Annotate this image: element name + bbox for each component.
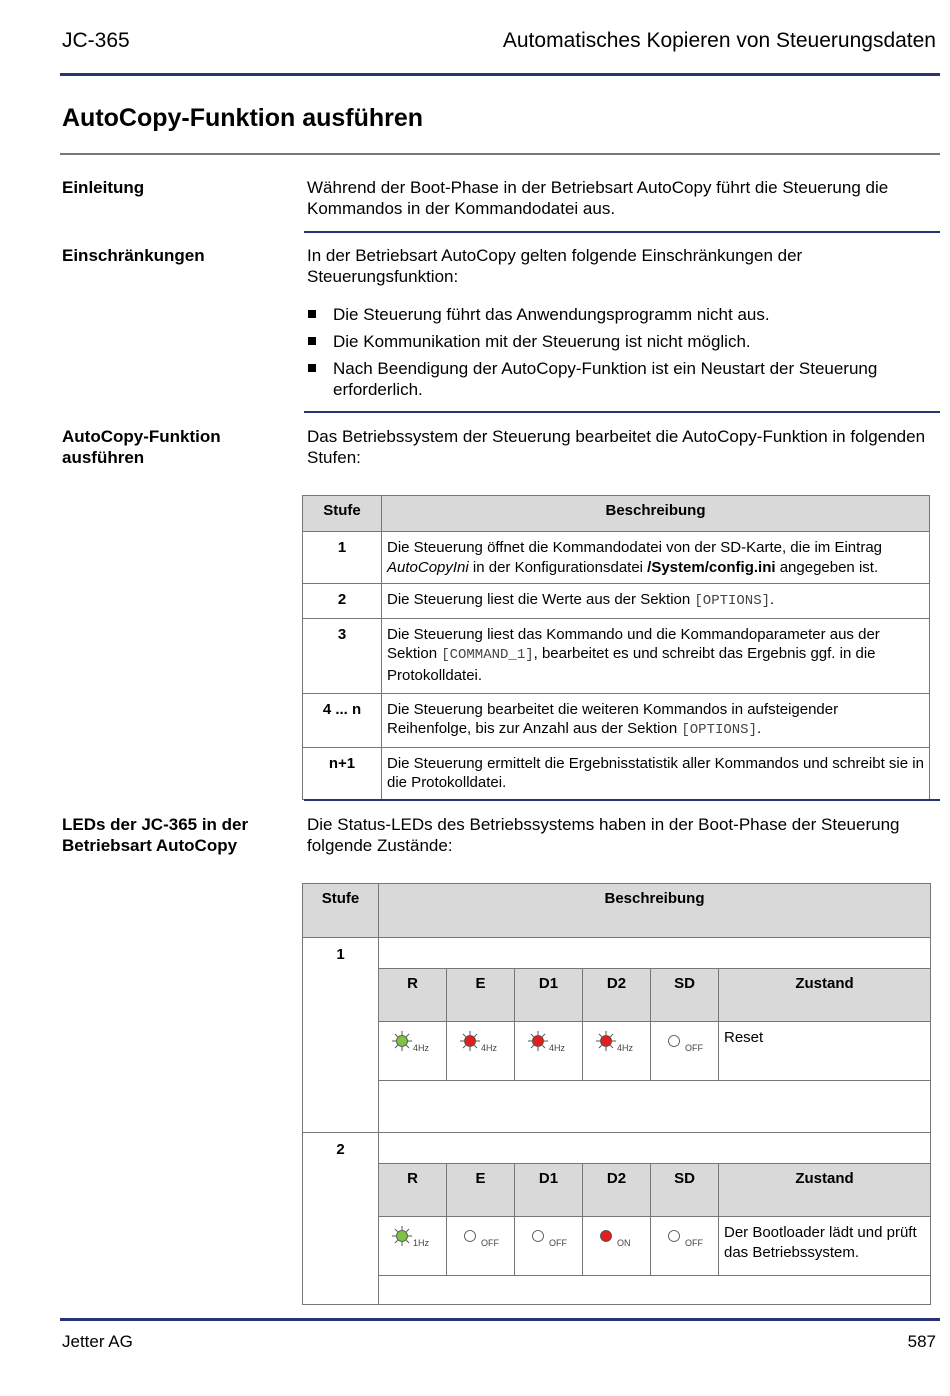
led-state-label: OFF: [481, 1238, 499, 1248]
bullet-square-icon: [308, 364, 316, 372]
sub-col-sd: SD: [651, 969, 719, 1022]
header-product: JC-365: [62, 29, 130, 52]
bullet-square-icon: [308, 310, 316, 318]
led-icon: [663, 1030, 718, 1060]
led-icon: [663, 1225, 718, 1255]
intro-text: Während der Boot-Phase in der Betriebsart AutoCopy führt die Steuerung die Kommandos in der Kommandodatei aus.: [307, 178, 889, 218]
led-status: Reset: [719, 1022, 931, 1081]
sub-col-e: E: [447, 969, 515, 1022]
sub-col-r: R: [379, 969, 447, 1022]
led-col-desc: Beschreibung: [379, 884, 931, 938]
led-state-label: 4Hz: [413, 1043, 430, 1053]
led-blinking-icon: [391, 1030, 446, 1060]
steps-col-desc: Beschreibung: [382, 496, 930, 532]
step-desc: Die Steuerung liest die Werte aus der Sektion [OPTIONS].: [382, 584, 930, 619]
sub-col-r: R: [379, 1164, 447, 1217]
intro-label: Einleitung: [62, 178, 145, 197]
leds-label: LEDs der JC-365 in der Betriebsart AutoCopy: [62, 815, 249, 855]
sub-col-sd: SD: [651, 1164, 719, 1217]
list-item: Die Kommunikation mit der Steuerung ist nicht möglich.: [307, 331, 932, 352]
list-item: Die Steuerung führt das Anwendungsprogramm nicht aus.: [307, 304, 932, 325]
led-stage: 1: [303, 938, 379, 1133]
sub-col-e: E: [447, 1164, 515, 1217]
table-row: [303, 747, 930, 799]
leds-text: Die Status-LEDs des Betriebssystems haben in der Boot-Phase der Steuerung folgende Zustände:: [307, 815, 900, 855]
led-icon: [527, 1225, 582, 1255]
step-desc: Die Steuerung liest das Kommando und die Kommandoparameter aus der Sektion [COMMAND_1], bearbeitet es und schreibt das Ergebnis ggf. in die Protokolldatei.: [382, 618, 930, 693]
sub-col-d2: D2: [583, 969, 651, 1022]
execute-text: Das Betriebssystem der Steuerung bearbeitet die AutoCopy-Funktion in folgenden Stufen:: [307, 427, 926, 467]
led-state-label: OFF: [685, 1043, 703, 1053]
led-icon: [459, 1225, 514, 1255]
footer-company: Jetter AG: [62, 1332, 133, 1351]
section-rule: [304, 411, 940, 413]
steps-col-stage: Stufe: [303, 496, 382, 532]
led-state-label: 4Hz: [617, 1043, 634, 1053]
step-desc: Die Steuerung öffnet die Kommandodatei von der SD-Karte, die im Eintrag AutoCopyIni in der Konfigurationsdatei /System/config.ini angegeben ist.: [382, 532, 930, 584]
step-stage: 1: [303, 532, 382, 584]
step-stage: 4 ... n: [303, 693, 382, 747]
led-blinking-icon: [595, 1030, 650, 1060]
page-title: AutoCopy-Funktion ausführen: [62, 104, 424, 132]
step-stage: n+1: [303, 747, 382, 799]
page-number: 587: [907, 1332, 936, 1351]
led-state-label: 4Hz: [549, 1043, 566, 1053]
sub-col-status: Zustand: [719, 1164, 931, 1217]
list-item: Nach Beendigung der AutoCopy-Funktion ist ein Neustart der Steuerung erforderlich.: [307, 358, 932, 400]
led-state-label: OFF: [685, 1238, 703, 1248]
led-state-label: OFF: [549, 1238, 567, 1248]
section-rule: [304, 799, 940, 801]
sub-col-d1: D1: [515, 969, 583, 1022]
header-chapter: Automatisches Kopieren von Steuerungsdaten: [502, 29, 936, 52]
led-state-label: 1Hz: [413, 1238, 430, 1248]
led-stage: 2: [303, 1133, 379, 1305]
led-status: Der Bootloader lädt und prüft das Betriebssystem.: [719, 1217, 931, 1276]
step-desc: Die Steuerung bearbeitet die weiteren Kommandos in aufsteigender Reihenfolge, bis zur Anzahl aus der Sektion [OPTIONS].: [382, 693, 930, 747]
led-subtable: [379, 969, 930, 1080]
led-state-label: 4Hz: [481, 1043, 498, 1053]
title-rule: [60, 153, 940, 155]
sub-col-status: Zustand: [719, 969, 931, 1022]
led-col-stage: Stufe: [303, 884, 379, 938]
led-icon: [595, 1225, 650, 1255]
restrictions-list: [307, 304, 932, 406]
table-row: [303, 938, 931, 1133]
bullet-square-icon: [308, 337, 316, 345]
sub-col-d2: D2: [583, 1164, 651, 1217]
led-table: [302, 883, 931, 1305]
restrictions-text: In der Betriebsart AutoCopy gelten folgende Einschränkungen der Steuerungsfunktion:: [307, 246, 803, 286]
restrictions-label: Einschränkungen: [62, 246, 205, 265]
sub-col-d1: D1: [515, 1164, 583, 1217]
step-desc: Die Steuerung ermittelt die Ergebnisstatistik aller Kommandos und schreibt sie in die Protokolldatei.: [382, 747, 930, 799]
footer-rule: [60, 1318, 940, 1321]
table-row: [303, 618, 930, 693]
led-subtable: [379, 1164, 930, 1275]
steps-table: [302, 495, 930, 800]
led-blinking-icon: [527, 1030, 582, 1060]
table-row: [303, 1133, 931, 1305]
table-row: [303, 532, 930, 584]
table-row: [303, 584, 930, 619]
step-stage: 3: [303, 618, 382, 693]
led-blinking-icon: [391, 1225, 446, 1255]
table-row: [303, 693, 930, 747]
led-state-label: ON: [617, 1238, 631, 1248]
step-stage: 2: [303, 584, 382, 619]
header-rule: [60, 73, 940, 76]
section-rule: [304, 231, 940, 233]
led-blinking-icon: [459, 1030, 514, 1060]
execute-label: AutoCopy-Funktion ausführen: [62, 427, 221, 467]
